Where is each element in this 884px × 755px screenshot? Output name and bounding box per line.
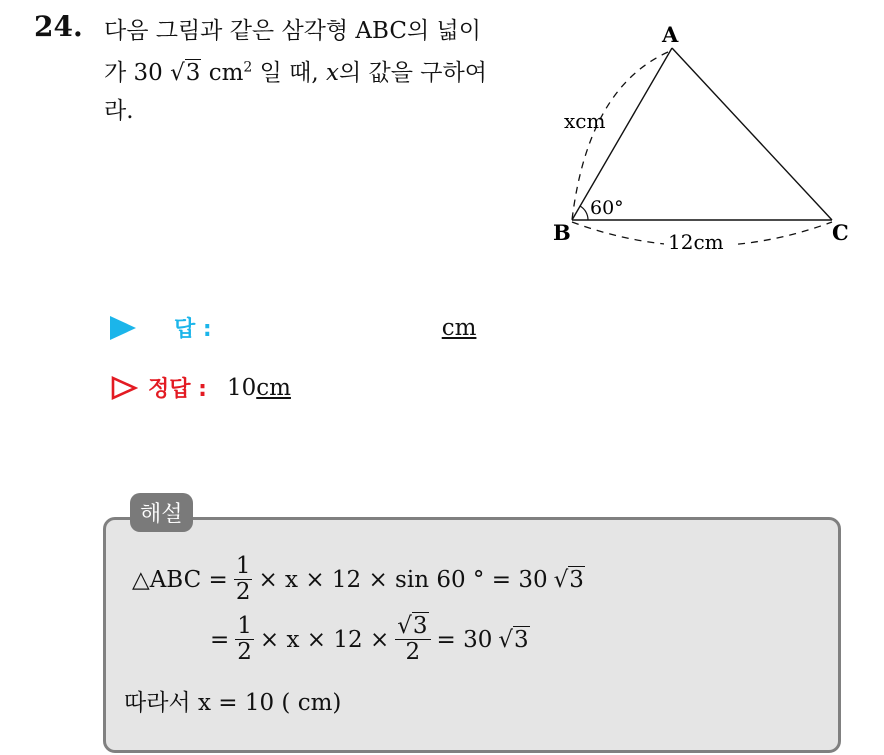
question-line-2 — [104, 54, 487, 87]
play-icon — [110, 316, 136, 340]
solution-text: = — [210, 626, 230, 653]
sqrt-radicand: 3 — [514, 627, 529, 654]
fraction-numerator: 1 — [235, 553, 251, 579]
side-ac — [672, 48, 832, 220]
solution-text: = 30 — [436, 626, 493, 653]
solution-text: × x × 12 × sin 60 ° = 30 — [258, 566, 548, 593]
side-ab-label: xcm — [564, 109, 606, 133]
sqrt-sign: √ — [553, 566, 569, 593]
correct-answer-label: 정답 : — [148, 377, 207, 402]
solution-text: × x × 12 × — [259, 626, 390, 653]
fraction — [235, 614, 254, 666]
sqrt-radicand: 3 — [185, 60, 201, 86]
outline-play-icon — [110, 375, 138, 401]
fraction — [234, 554, 253, 606]
angle-b-label: 60° — [590, 197, 624, 219]
fraction-numerator: √3 — [395, 614, 430, 640]
triangle-figure — [548, 18, 858, 258]
question-text: 일 때, — [252, 60, 327, 86]
solution-line-1 — [132, 554, 585, 606]
angle-arc — [580, 206, 588, 220]
sqrt-radicand: 3 — [412, 613, 428, 639]
answer-label: 답 : — [174, 317, 212, 342]
sqrt-sign: √ — [498, 626, 514, 653]
sqrt-radicand: 3 — [569, 567, 584, 594]
vertex-b-label: B — [553, 220, 571, 245]
question-text: 가 30 — [104, 60, 163, 86]
vertex-a-label: A — [662, 22, 679, 47]
solution-line-3: 따라서 x = 10 ( cm) — [124, 690, 342, 716]
solution-text: △ABC = — [132, 566, 228, 593]
question-text: 의 값을 구하여 — [339, 60, 487, 86]
fraction — [395, 614, 430, 666]
unit: cm — [208, 60, 244, 86]
side-ab — [572, 48, 672, 220]
fraction-denominator: 2 — [237, 639, 252, 666]
question-number: 24. — [34, 10, 83, 43]
correct-answer-row — [110, 372, 291, 403]
correct-answer-unit: cm — [256, 374, 291, 401]
sqrt-sign: √ — [162, 60, 185, 86]
question-line-1: 다음 그림과 같은 삼각형 ABC의 넓이 — [104, 18, 481, 44]
fraction-denominator: 2 — [235, 579, 251, 606]
solution-tag: 해설 — [130, 493, 193, 532]
fraction-denominator: 2 — [405, 639, 421, 666]
answer-row — [110, 312, 476, 343]
unit-exponent: 2 — [243, 59, 253, 76]
variable-x: x — [326, 60, 340, 86]
answer-unit: cm — [441, 314, 477, 341]
side-bc-label: 12cm — [668, 230, 724, 254]
fraction-numerator: 1 — [237, 613, 252, 639]
question-line-3: 라. — [104, 98, 134, 124]
solution-line-2 — [210, 614, 530, 666]
correct-answer-value: 10 — [226, 374, 257, 401]
vertex-c-label: C — [832, 220, 849, 245]
